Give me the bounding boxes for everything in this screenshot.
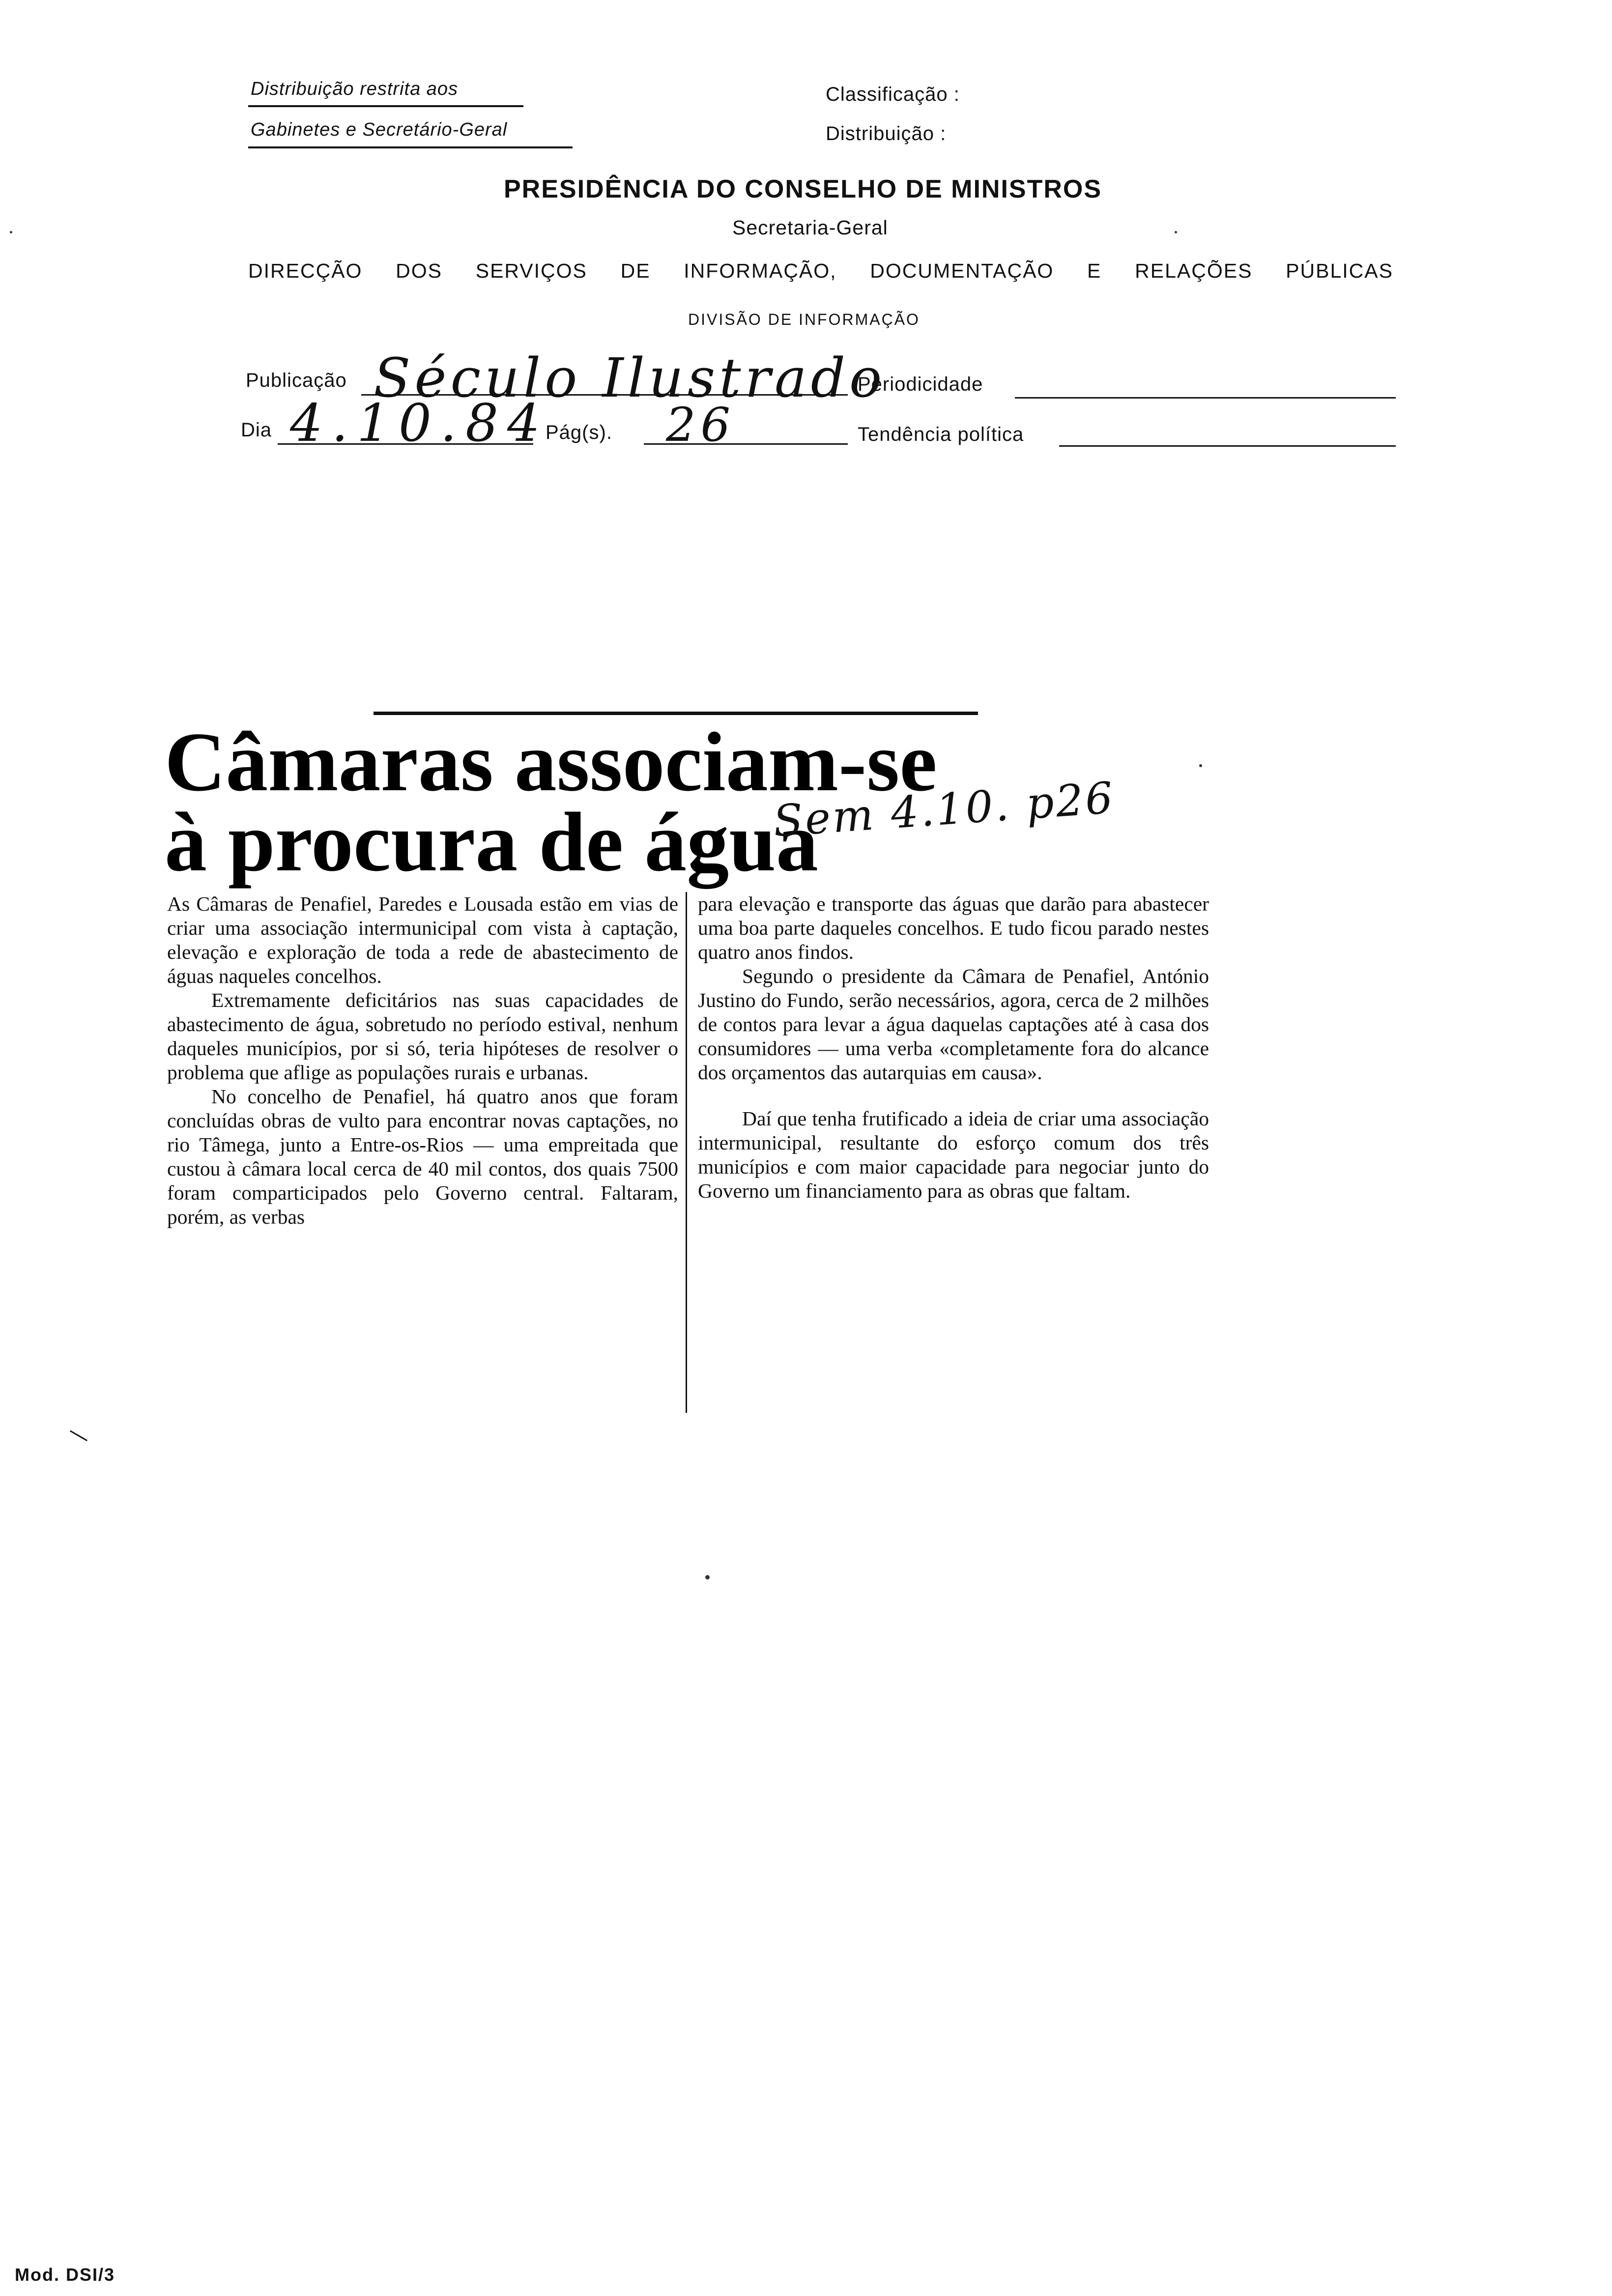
article-paragraph: As Câmaras de Penafiel, Paredes e Lousada estão em vias de criar uma associação intermunicipal com vista à captação, elevação e exploração de toda a rede de abastecimento de águas naqueles concelhos. — [167, 892, 678, 987]
article-paragraph: Extremamente deficitários nas suas capacidades de abastecimento de água, sobretudo no período estival, nenhum daqueles municípios, por si só, teria hipóteses de resolver o problema que aflige as populações rurais e urbanas. — [167, 989, 678, 1084]
directorate-word: DE — [620, 259, 651, 282]
directorate-word: DOCUMENTAÇÃO — [870, 259, 1054, 282]
directorate-word: RELAÇÕES — [1135, 259, 1253, 282]
periodicidade-field-line — [1015, 397, 1396, 399]
article-paragraph: Segundo o presidente da Câmara de Penafiel, António Justino do Fundo, serão necessários, agora, cerca de 2 milhões de contos para levar a água daquelas captações até à casa dos consumidores — uma verba «completamente fora do alcance dos orçamentos das autarquias em causa». — [698, 965, 1209, 1084]
page-subtitle: Secretaria-Geral — [732, 216, 888, 239]
directorate-word: DIRECÇÃO — [248, 259, 363, 282]
restricted-distribution-line2: Gabinetes e Secretário-Geral — [251, 119, 508, 140]
scan-speck — [1199, 764, 1202, 767]
article-paragraph: No concelho de Penafiel, há quatro anos que foram concluídas obras de vulto para encontrar novas captações, no rio Tâmega, junto a Entre-os-Rios — uma empreitada que custou à câmara local cerca de 40 mil contos, dos quais 7500 foram comparticipados pelo Governo central. Faltaram, porém, as verbas — [167, 1085, 678, 1228]
publicacao-label: Publicação — [246, 370, 347, 391]
clipping-top-rule — [374, 712, 978, 715]
article-column-1 — [167, 892, 678, 1229]
pags-label: Pág(s). — [546, 422, 612, 443]
tendencia-field-line — [1059, 445, 1396, 447]
directorate-word: PÚBLICAS — [1286, 259, 1393, 282]
pags-handwritten-value: 26 — [666, 398, 735, 452]
publicacao-handwritten-value: Século Ilustrado — [374, 346, 886, 409]
clipping-handwritten-annotation: Sem 4.10. p26 — [772, 772, 1117, 847]
article-column-2 — [698, 892, 1209, 1203]
article-paragraph: Daí que tenha frutificado a ideia de criar uma associação intermunicipal, resultante do esforço comum dos três municípios e com maior capacidade para negociar junto do Governo um financiamento para as obras que faltam. — [698, 1107, 1209, 1202]
distribuicao-label: Distribuição : — [826, 123, 947, 144]
article-headline-line2: à procura de água — [165, 796, 818, 889]
directorate-line — [248, 259, 1393, 283]
scan-mark — [70, 1430, 87, 1441]
restricted-distribution-line1: Distribuição restrita aos — [251, 79, 459, 99]
periodicidade-label: Periodicidade — [858, 373, 983, 395]
tendencia-label: Tendência política — [858, 424, 1024, 445]
page-title: PRESIDÊNCIA DO CONSELHO DE MINISTROS — [504, 175, 1102, 203]
form-code: Mod. DSI/3 — [15, 2265, 115, 2285]
scan-speck — [705, 1575, 710, 1579]
division-label: DIVISÃO DE INFORMAÇÃO — [688, 311, 920, 328]
directorate-word: INFORMAÇÃO, — [684, 259, 837, 282]
scan-speck — [10, 231, 12, 233]
article-headline-line1: Câmaras associam-se — [165, 716, 937, 809]
article-paragraph: para elevação e transporte das águas que darão para abastecer uma boa parte daqueles concelhos. E tudo ficou parado nestes quatro anos findos. — [698, 892, 1209, 963]
directorate-word: E — [1087, 259, 1102, 282]
restricted-underline-1 — [248, 105, 523, 107]
restricted-underline-2 — [248, 146, 573, 148]
directorate-word: SERVIÇOS — [475, 259, 587, 282]
column-divider — [686, 892, 687, 1413]
scan-speck — [1175, 231, 1177, 233]
dia-handwritten-value: 4.10.84 — [290, 393, 549, 453]
classificacao-label: Classificação : — [826, 84, 960, 105]
directorate-word: DOS — [396, 259, 442, 282]
dia-label: Dia — [241, 419, 272, 441]
